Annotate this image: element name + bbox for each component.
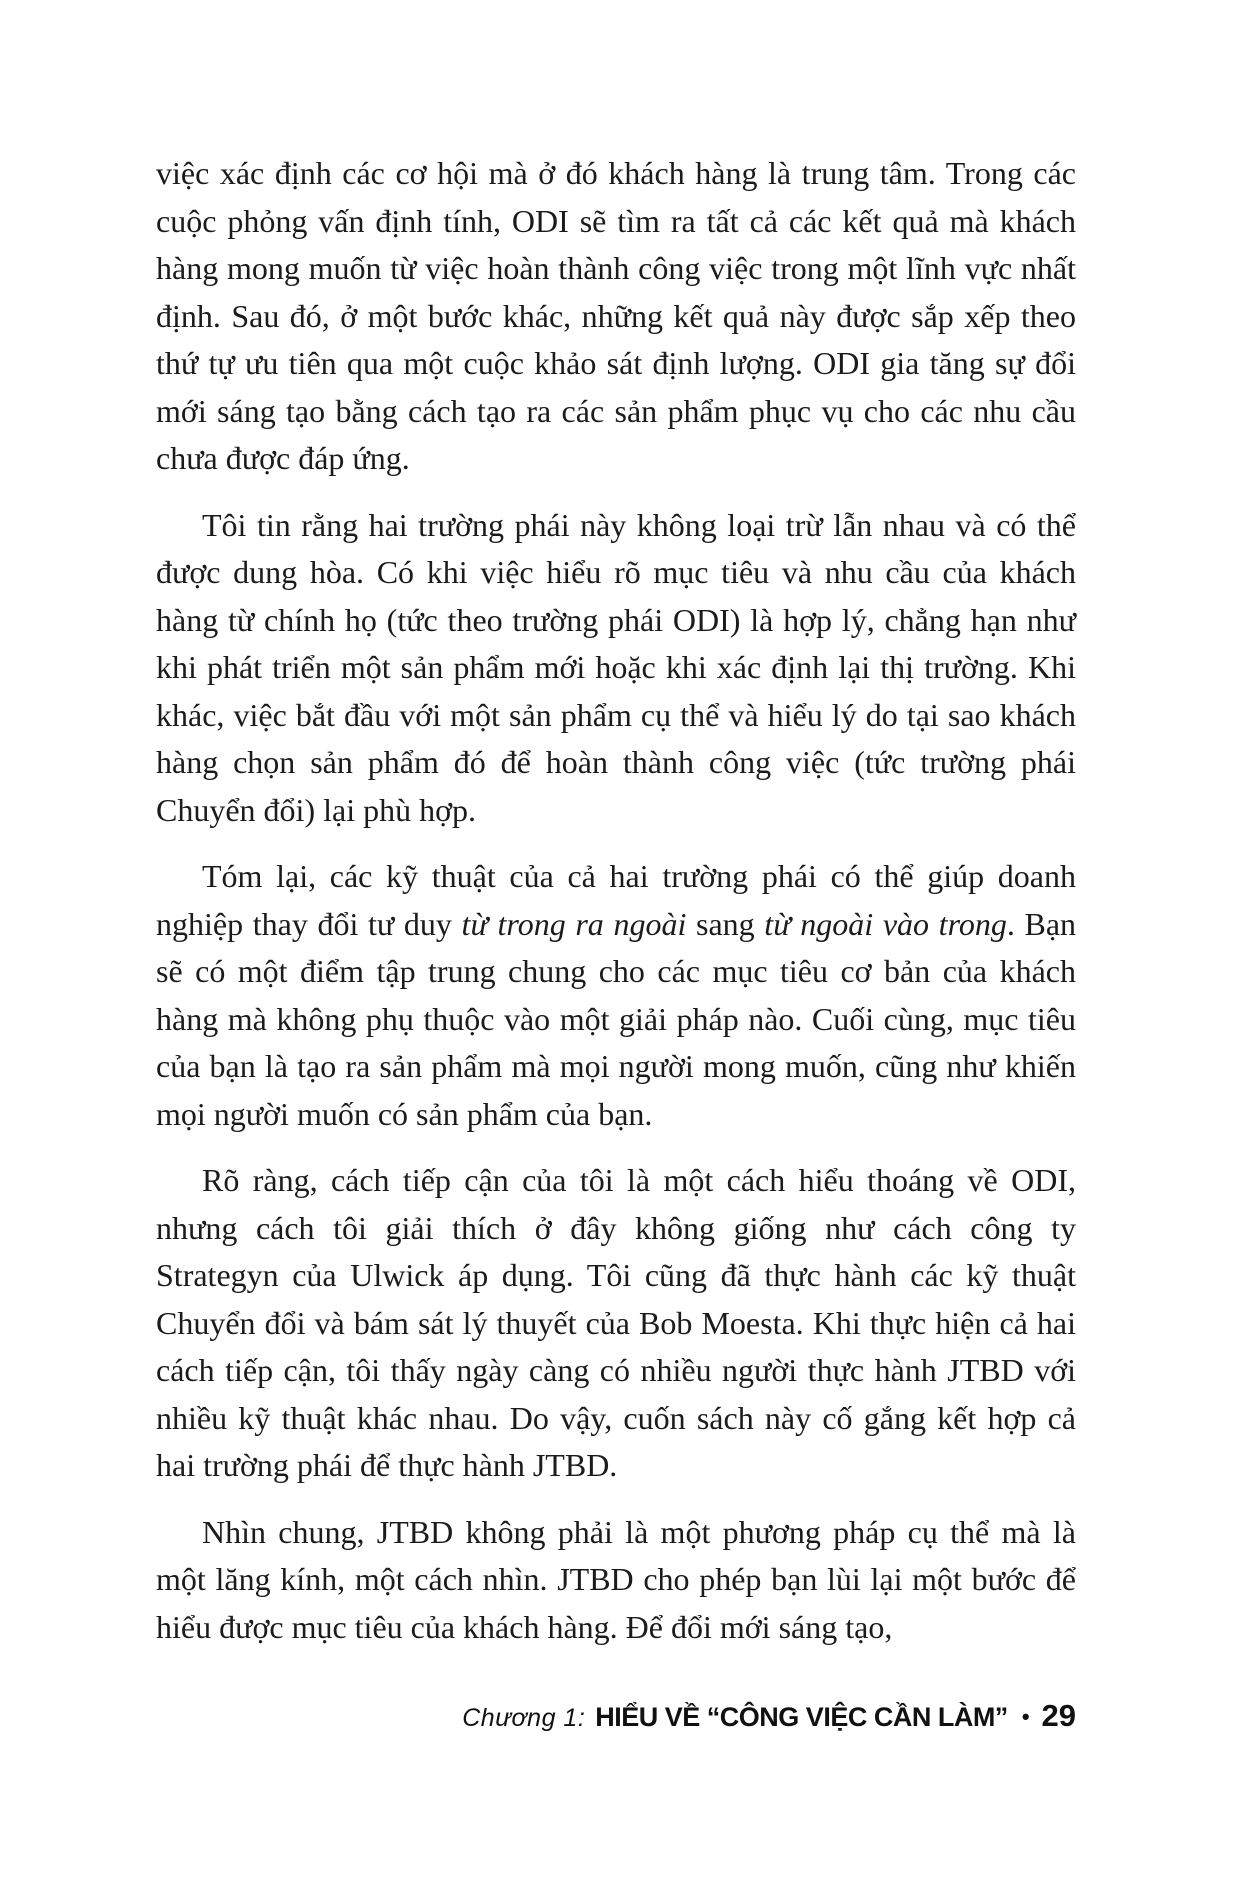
text-run: Rõ ràng, cách tiếp cận của tôi là một cách hiểu thoáng về ODI, nhưng cách tôi giải thích ở đây không giống như cách công ty Strategyn của Ulwick áp dụng. Tôi cũng đã thực hành các kỹ thuật Chuyển đổi và bám sát lý thuyết của Bob Moesta. Khi thực hiện cả hai cách tiếp cận, tôi thấy ngày càng có nhiều người thực hành JTBD với nhiều kỹ thuật khác nhau. Do vậy, cuốn sách này cố gắng kết hợp cả hai trường phái để thực hành JTBD. — [156, 1162, 1076, 1483]
body-paragraph — [156, 150, 1076, 483]
footer-bullet-separator: • — [1021, 1704, 1030, 1729]
italic-text-run: từ ngoài vào trong — [764, 905, 1007, 942]
text-run: sang — [686, 905, 765, 942]
text-run: Nhìn chung, JTBD không phải là một phương pháp cụ thể mà là một lăng kính, một cách nhìn. JTBD cho phép bạn lùi lại một bước để hiểu được mục tiêu của khách hàng. Để đổi mới sáng tạo, — [156, 1513, 1076, 1645]
chapter-label: Chương 1: — [462, 1704, 586, 1732]
body-paragraph — [156, 502, 1076, 835]
text-run: Tôi tin rằng hai trường phái này không loại trừ lẫn nhau và có thể được dung hòa. Có khi việc hiểu rõ mục tiêu và nhu cầu của khách hàng từ chính họ (tức theo trường phái ODI) là hợp lý, chẳng hạn như khi phát triển một sản phẩm mới hoặc khi xác định lại thị trường. Khi khác, việc bắt đầu với một sản phẩm cụ thể và hiểu lý do tại sao khách hàng chọn sản phẩm đó để hoàn thành công việc (tức trường phái Chuyển đổi) lại phù hợp. — [156, 506, 1076, 828]
page-number: 29 — [1041, 1698, 1076, 1733]
chapter-title: HIỂU VỀ “CÔNG VIỆC CẦN LÀM” — [595, 1702, 1008, 1732]
italic-text-run: từ trong ra ngoài — [461, 905, 687, 942]
page-footer — [156, 1698, 1076, 1734]
text-run: việc xác định các cơ hội mà ở đó khách hàng là trung tâm. Trong các cuộc phỏng vấn định tính, ODI sẽ tìm ra tất cả các kết quả mà khách hàng mong muốn từ việc hoàn thành công việc trong một lĩnh vực nhất định. Sau đó, ở một bước khác, những kết quả này được sắp xếp theo thứ tự ưu tiên qua một cuộc khảo sát định lượng. ODI gia tăng sự đổi mới sáng tạo bằng cách tạo ra các sản phẩm phục vụ cho các nhu cầu chưa được đáp ứng. — [156, 155, 1076, 476]
page-body-text — [156, 150, 1076, 1670]
body-paragraph — [156, 1509, 1076, 1652]
body-paragraph — [156, 1157, 1076, 1490]
text-run: . Bạn sẽ có một điểm tập trung chung cho các mục tiêu cơ bản của khách hàng mà không phụ thuộc vào một giải pháp nào. Cuối cùng, mục tiêu của bạn là tạo ra sản phẩm mà mọi người mong muốn, cũng như khiến mọi người muốn có sản phẩm của bạn. — [156, 905, 1077, 1132]
text-run: Tóm lại, các kỹ thuật của cả hai trường phái có thể giúp doanh nghiệp thay đổi tư duy — [156, 858, 1076, 942]
body-paragraph — [156, 853, 1076, 1138]
